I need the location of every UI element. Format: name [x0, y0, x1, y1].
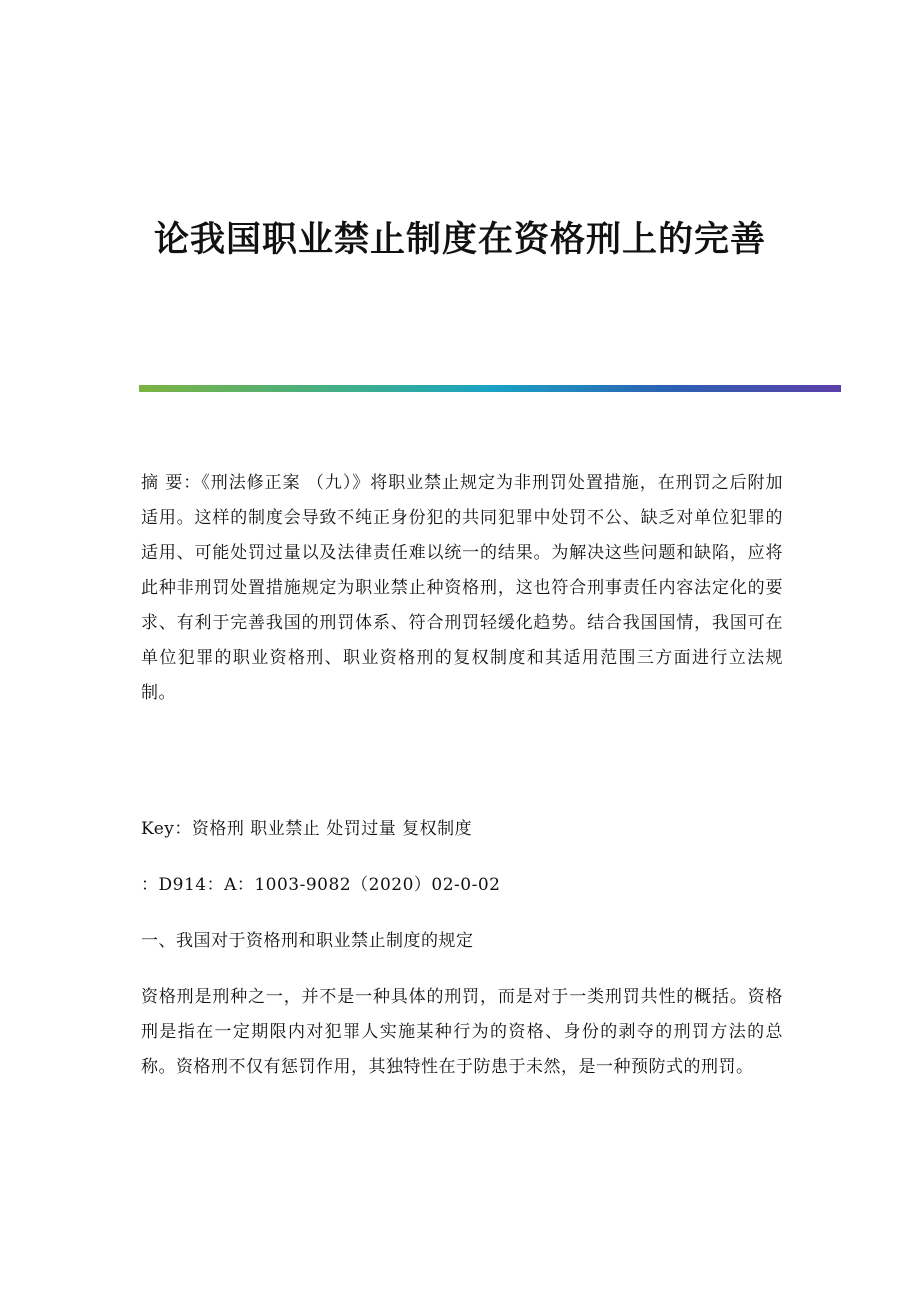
document-title: 论我国职业禁止制度在资格刑上的完善	[153, 220, 766, 260]
section-paragraph: 资格刑是刑种之一，并不是一种具体的刑罚，而是对于一类刑罚共性的概括。资格刑是指在一定期限内对犯罪人实施某种行为的资格、身份的剥夺的刑罚方法的总称。资格刑不仅有惩罚作用，其独特性在于防患于未然，是一种预防式的刑罚。	[141, 987, 783, 1077]
classification-line: ：D914：A：1003-9082（2020）02-0-02	[141, 875, 501, 895]
section-heading: 一、我国对于资格刑和职业禁止制度的规定	[141, 931, 474, 951]
abstract-paragraph: 摘 要：《刑法修正案 （九）》将职业禁止规定为非刑罚处置措施，在刑罚之后附加适用。这样的制度会导致不纯正身份犯的共同犯罪中处罚不公、缺乏对单位犯罪的适用、可能处罚过量以及法律责任难以统一的结果。为解决这些问题和缺陷，应将此种非刑罚处置措施规定为职业禁止种资格刑，这也符合刑事责任内容法定化的要求、有利于完善我国的刑罚体系、符合刑罚轻缓化趋势。结合我国国情，我国可在单位犯罪的职业资格刑、职业资格刑的复权制度和其适用范围三方面进行立法规制。	[141, 473, 783, 703]
keywords-line: Key：资格刑 职业禁止 处罚过量 复权制度	[141, 819, 473, 839]
gradient-divider	[139, 385, 841, 392]
